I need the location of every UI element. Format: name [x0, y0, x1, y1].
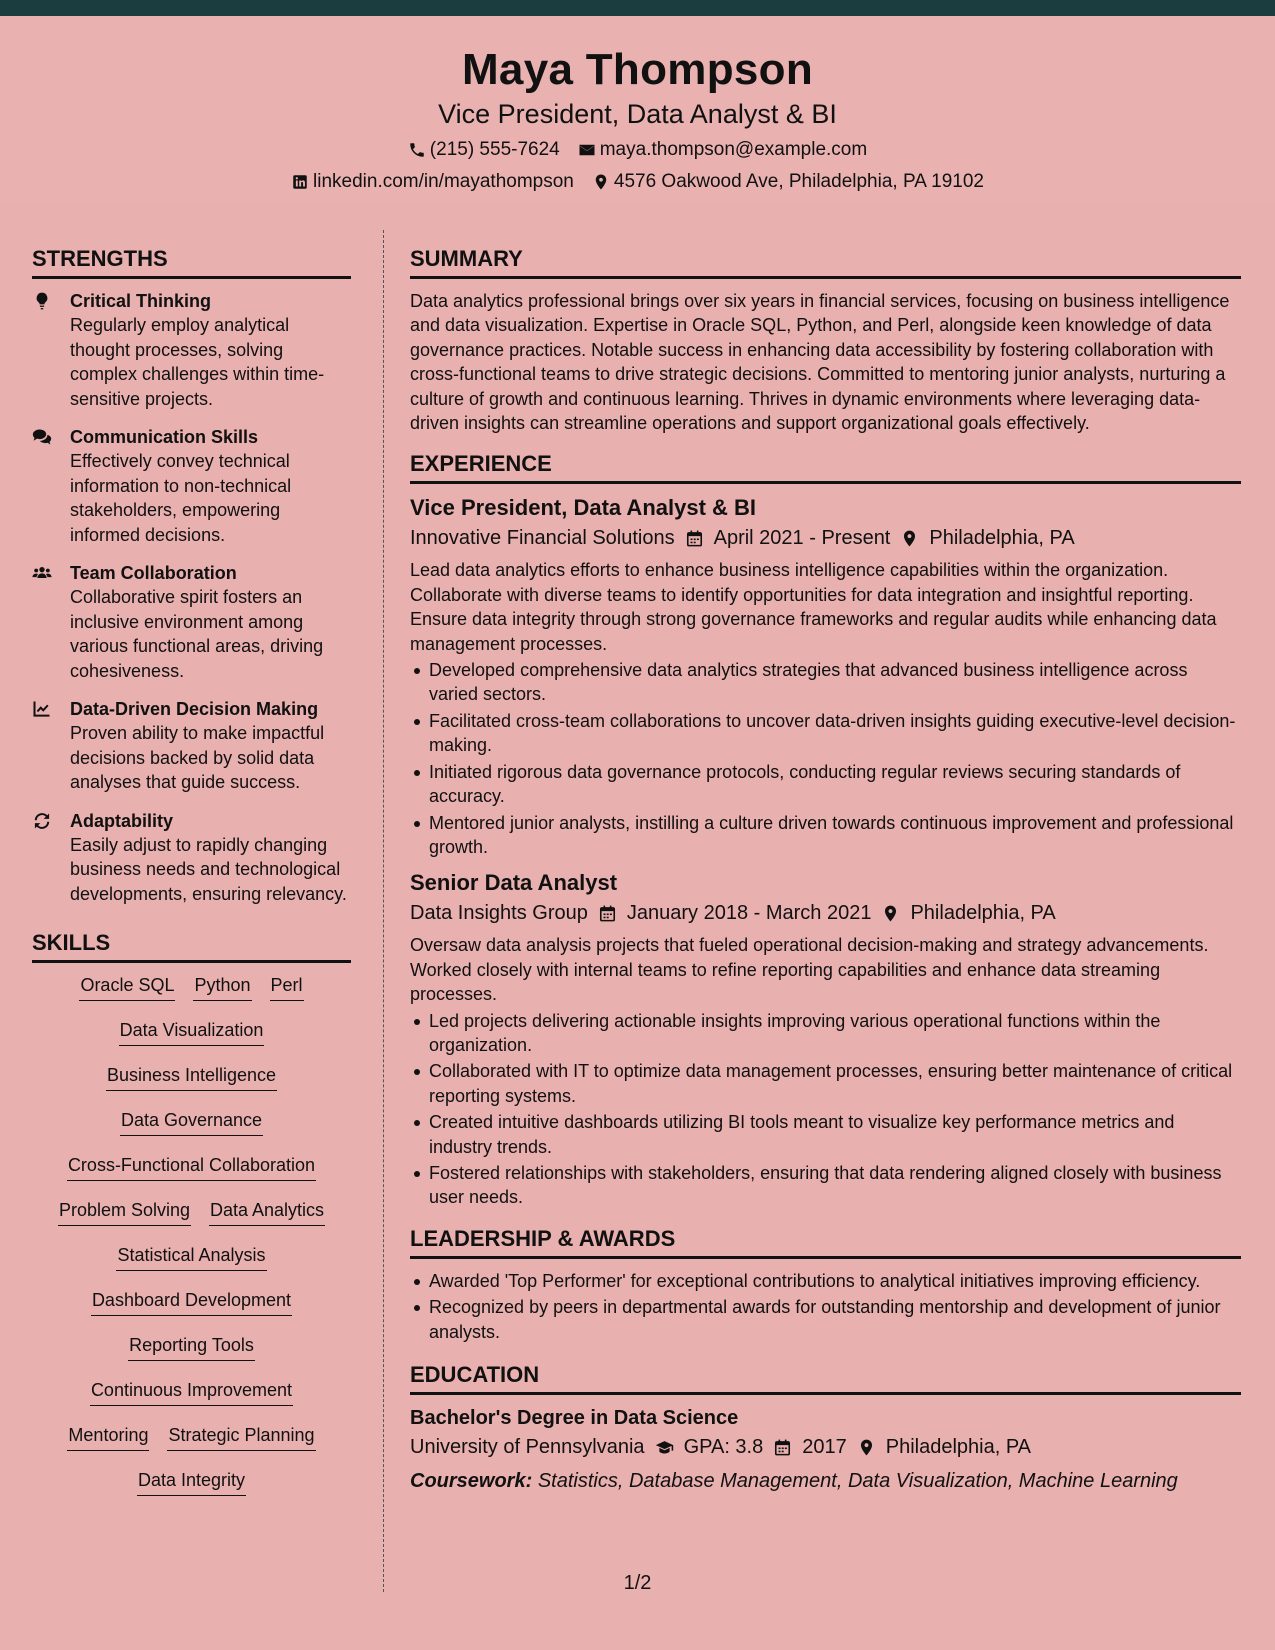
skill-row: [32, 1378, 351, 1423]
skill-row: [32, 1063, 351, 1108]
right-column: [410, 244, 1241, 1495]
envelope-icon: [578, 141, 596, 159]
chart-line-icon: [32, 699, 52, 719]
skill-row: [32, 1468, 351, 1513]
graduation-cap-icon: [655, 1438, 674, 1457]
skill-row: [32, 1423, 351, 1468]
coursework: [410, 1467, 1241, 1495]
strengths-heading: STRENGTHS: [32, 244, 351, 279]
school-location: Philadelphia, PA: [885, 1436, 1032, 1458]
comments-icon: [32, 427, 52, 447]
left-column: [32, 244, 351, 1513]
skill-tag: Mentoring: [67, 1423, 149, 1451]
job-title: Senior Data Analyst: [410, 870, 618, 896]
skill-tag: Strategic Planning: [167, 1423, 315, 1451]
contact-line-2: [0, 170, 1275, 194]
sync-icon: [32, 811, 52, 831]
strength-desc: Regularly employ analytical thought processes, solving complex challenges within time-sensitive projects.: [70, 315, 325, 409]
strength-desc: Effectively convey technical information to non-technical stakeholders, empowering informed decisions.: [70, 451, 292, 545]
address-text: 4576 Oakwood Ave, Philadelphia, PA 19102: [613, 171, 984, 192]
coursework-label: Coursework:: [410, 1470, 533, 1492]
leadership-bullets: [410, 1269, 1241, 1344]
skill-tag: Statistical Analysis: [116, 1243, 266, 1271]
email-text: maya.thompson@example.com: [599, 139, 868, 160]
gpa-text: GPA: 3.8: [683, 1436, 764, 1458]
linkedin-contact[interactable]: [291, 170, 574, 194]
linkedin-text: linkedin.com/in/mayathompson: [313, 171, 574, 192]
job-bullets: [410, 1009, 1241, 1210]
bullet-item: Developed comprehensive data analytics strategies that advanced business intelligence across varied sectors.: [410, 658, 1241, 707]
resume-header: [0, 16, 1275, 204]
strength-name: Team Collaboration: [70, 563, 237, 583]
skill-row: [32, 1333, 351, 1378]
education-heading: EDUCATION: [410, 1360, 1241, 1395]
job-meta: [410, 524, 1241, 552]
strength-item: [32, 561, 351, 683]
strength-item: [32, 425, 351, 547]
address-contact: [592, 170, 984, 194]
contact-line-1: [0, 138, 1275, 162]
skill-tag: Dashboard Development: [91, 1288, 292, 1316]
calendar-icon: [598, 904, 617, 923]
job-title: Vice President, Data Analyst & BI: [410, 495, 757, 521]
bullet-item: Recognized by peers in departmental awards for outstanding mentorship and development of junior analysts.: [410, 1295, 1241, 1344]
candidate-name: Maya Thompson: [461, 45, 814, 94]
skill-row: [32, 1243, 351, 1288]
job-dates: January 2018 - March 2021: [626, 902, 872, 925]
strength-item: [32, 809, 351, 907]
skill-tag: Data Integrity: [137, 1468, 246, 1496]
strength-item: [32, 697, 351, 795]
map-marker-icon: [900, 529, 919, 548]
skill-row: [32, 1153, 351, 1198]
calendar-icon: [773, 1438, 792, 1457]
bullet-item: Facilitated cross-team collaborations to uncover data-driven insights guiding executive-level decision-making.: [410, 709, 1241, 758]
bullet-item: Fostered relationships with stakeholders, ensuring that data rendering aligned closely with business user needs.: [410, 1161, 1241, 1210]
bullet-item: Collaborated with IT to optimize data management processes, ensuring better maintenance of critical reporting systems.: [410, 1059, 1241, 1108]
job-location: Philadelphia, PA: [910, 902, 1056, 925]
candidate-title: Vice President, Data Analyst & BI: [438, 99, 837, 129]
job-description: Oversaw data analysis projects that fueled operational decision-making and strategy advancements. Worked closely with internal teams to refine reporting capabilities and enhance data streaming processes.: [410, 935, 1209, 1005]
skill-tag: Data Analytics: [209, 1198, 325, 1226]
skills-heading: SKILLS: [32, 928, 351, 963]
job-location: Philadelphia, PA: [929, 527, 1075, 550]
job-dates: April 2021 - Present: [713, 527, 891, 550]
skill-row: [32, 1288, 351, 1333]
calendar-icon: [685, 529, 704, 548]
skill-row: [32, 1198, 351, 1243]
job-company: Data Insights Group: [410, 902, 588, 925]
skill-tag: Continuous Improvement: [90, 1378, 293, 1406]
phone-icon: [408, 141, 426, 159]
phone-text: (215) 555-7624: [429, 139, 560, 160]
strength-desc: Collaborative spirit fosters an inclusive environment among various functional areas, driving cohesiveness.: [70, 587, 324, 681]
skill-tag: Business Intelligence: [106, 1063, 277, 1091]
school-name: University of Pennsylvania: [410, 1436, 645, 1458]
job-entry: [410, 869, 1241, 1209]
skill-row: [32, 1018, 351, 1063]
skill-tag: Python: [193, 973, 251, 1001]
map-marker-icon: [592, 173, 610, 191]
job-company: Innovative Financial Solutions: [410, 527, 675, 550]
leadership-heading: LEADERSHIP & AWARDS: [410, 1224, 1241, 1259]
summary-heading: SUMMARY: [410, 244, 1241, 279]
bullet-item: Awarded 'Top Performer' for exceptional contributions to analytical initiatives improving efficiency.: [410, 1269, 1241, 1293]
strength-desc: Easily adjust to rapidly changing business needs and technological developments, ensuring relevancy.: [70, 834, 347, 904]
linkedin-icon: [291, 173, 309, 191]
skills-list: [32, 973, 351, 1513]
email-contact[interactable]: [578, 138, 867, 162]
skill-tag: Problem Solving: [58, 1198, 191, 1226]
bullet-item: Led projects delivering actionable insights improving various operational functions within the organization.: [410, 1009, 1241, 1058]
strength-item: [32, 289, 351, 411]
strength-desc: Proven ability to make impactful decisions backed by solid data analyses that guide success.: [70, 723, 325, 792]
education-meta: [410, 1433, 1241, 1461]
bullet-item: Created intuitive dashboards utilizing BI tools meant to visualize key performance metrics and industry trends.: [410, 1110, 1241, 1159]
summary-text: Data analytics professional brings over six years in financial services, focusing on business intelligence and data visualization. Expertise in Oracle SQL, Python, and Perl, alongside keen knowledge of data governance practices. Notable success in enhancing data accessibility by fostering collaboration with cross-functional teams to drive strategic decisions. Committed to mentoring junior analysts, nurturing a culture of growth and continuous learning. Thrives in dynamic environments where leveraging data-driven insights can streamline operations and support organizational goals effectively.: [410, 291, 1230, 434]
map-marker-icon: [881, 904, 900, 923]
map-marker-icon: [857, 1438, 876, 1457]
column-divider: [383, 230, 384, 1592]
skill-tag: Cross-Functional Collaboration: [67, 1153, 316, 1181]
phone-contact[interactable]: [408, 138, 560, 162]
strength-name: Communication Skills: [70, 427, 259, 447]
experience-heading: EXPERIENCE: [410, 449, 1241, 484]
job-description: Lead data analytics efforts to enhance business intelligence capabilities within the organization. Collaborate with diverse teams to identify opportunities for data integration and insightful reporting. Ensure data integrity through strong governance frameworks and regular audits while enhancing data management processes.: [410, 560, 1217, 654]
job-meta: [410, 899, 1241, 927]
top-bar: [0, 0, 1275, 16]
skill-tag: Oracle SQL: [79, 973, 175, 1001]
strength-name: Adaptability: [70, 810, 174, 831]
skill-tag: Data Governance: [120, 1108, 263, 1136]
bullet-item: Initiated rigorous data governance protocols, conducting regular reviews securing standards of accuracy.: [410, 760, 1241, 809]
job-entry: [410, 494, 1241, 859]
skill-row: [32, 1108, 351, 1153]
bullet-item: Mentored junior analysts, instilling a culture driven towards continuous improvement and professional growth.: [410, 811, 1241, 860]
skill-row: [32, 973, 351, 1018]
job-bullets: [410, 658, 1241, 859]
skill-tag: Data Visualization: [119, 1018, 265, 1046]
skill-tag: Reporting Tools: [128, 1333, 255, 1361]
lightbulb-icon: [32, 291, 52, 311]
users-icon: [32, 563, 52, 583]
degree-title: Bachelor's Degree in Data Science: [410, 1407, 739, 1429]
graduation-year: 2017: [802, 1436, 847, 1458]
strength-name: Critical Thinking: [70, 291, 212, 311]
page-number: 1/2: [623, 1572, 652, 1594]
coursework-list: Statistics, Database Management, Data Visualization, Machine Learning: [537, 1470, 1178, 1492]
skill-tag: Perl: [270, 973, 304, 1001]
strength-name: Data-Driven Decision Making: [70, 699, 319, 719]
